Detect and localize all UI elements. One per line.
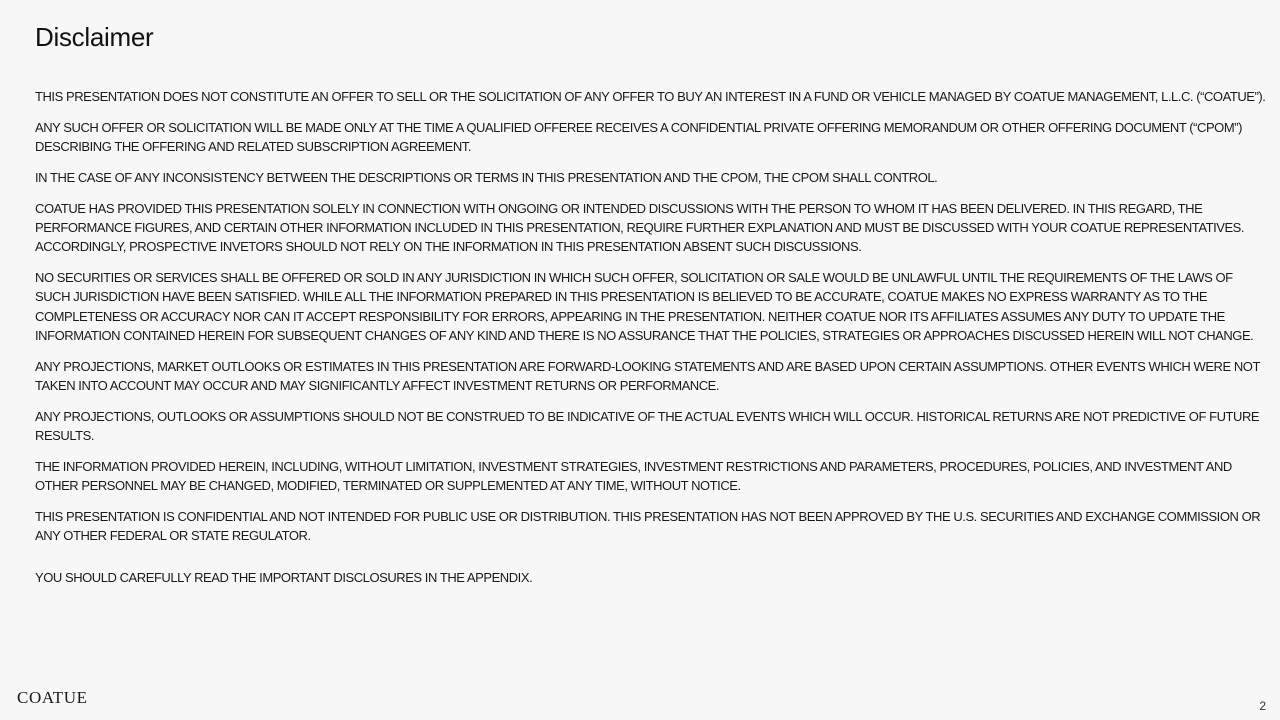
- disclaimer-body: [35, 87, 1267, 598]
- disclaimer-paragraph: IN THE CASE OF ANY INCONSISTENCY BETWEEN THE DESCRIPTIONS OR TERMS IN THIS PRESENTATION AND THE CPOM, THE CPOM SHALL CONTROL.: [35, 169, 938, 185]
- disclaimer-paragraph: ANY PROJECTIONS, OUTLOOKS OR ASSUMPTIONS SHOULD NOT BE CONSTRUED TO BE INDICATIVE OF THE ACTUAL EVENTS WHICH WILL OCCUR. HISTORICAL RETURNS ARE NOT PREDICTIVE OF FUTURE RESULTS.: [35, 408, 1260, 444]
- page-title: Disclaimer: [35, 22, 154, 52]
- page-number: 2: [1259, 699, 1266, 713]
- coatue-logo: COATUE: [17, 688, 88, 707]
- disclaimer-paragraph: COATUE HAS PROVIDED THIS PRESENTATION SOLELY IN CONNECTION WITH ONGOING OR INTENDED DISCUSSIONS WITH THE PERSON TO WHOM IT HAS BEEN DELIVERED. IN THIS REGARD, THE PERFORMANCE FIGURES, AND CERTAIN OTHER INFORMATION INCLUDED IN THIS PRESENTATION, REQUIRE FURTHER EXPLANATION AND MUST BE DISCUSSED WITH YOUR COATUE REPRESENTATIVES. ACCORDINGLY, PROSPECTIVE INVETORS SHOULD NOT RELY ON THE INFORMATION IN THIS PRESENTATION ABSENT SUCH DISCUSSIONS.: [35, 200, 1245, 255]
- disclaimer-paragraph: THIS PRESENTATION DOES NOT CONSTITUTE AN OFFER TO SELL OR THE SOLICITATION OF ANY OFFER TO BUY AN INTEREST IN A FUND OR VEHICLE MANAGED BY COATUE MANAGEMENT, L.L.C. (“COATUE”).: [35, 89, 1266, 104]
- disclaimer-paragraph: THE INFORMATION PROVIDED HEREIN, INCLUDING, WITHOUT LIMITATION, INVESTMENT STRATEGIES, INVESTMENT RESTRICTIONS AND PARAMETERS, PROCEDURES, POLICIES, AND INVESTMENT AND OTHER PERSONNEL MAY BE CHANGED, MODIFIED, TERMINATED OR SUPPLEMENTED AT ANY TIME, WITHOUT NOTICE.: [35, 458, 1232, 494]
- closing-note: YOU SHOULD CAREFULLY READ THE IMPORTANT DISCLOSURES IN THE APPENDIX.: [35, 569, 533, 585]
- disclaimer-paragraph: THIS PRESENTATION IS CONFIDENTIAL AND NOT INTENDED FOR PUBLIC USE OR DISTRIBUTION. THIS PRESENTATION HAS NOT BEEN APPROVED BY THE U.S. SECURITIES AND EXCHANGE COMMISSION OR ANY OTHER FEDERAL OR STATE REGULATOR.: [35, 509, 1261, 544]
- disclaimer-paragraph: ANY SUCH OFFER OR SOLICITATION WILL BE MADE ONLY AT THE TIME A QUALIFIED OFFEREE RECEIVES A CONFIDENTIAL PRIVATE OFFERING MEMORANDUM OR OTHER OFFERING DOCUMENT (“CPOM”) DESCRIBING THE OFFERING AND RELATED SUBSCRIPTION AGREEMENT.: [35, 119, 1242, 155]
- disclaimer-paragraph: ANY PROJECTIONS, MARKET OUTLOOKS OR ESTIMATES IN THIS PRESENTATION ARE FORWARD-LOOKING STATEMENTS AND ARE BASED UPON CERTAIN ASSUMPTIONS. OTHER EVENTS WHICH WERE NOT TAKEN INTO ACCOUNT MAY OCCUR AND MAY SIGNIFICANTLY AFFECT INVESTMENT RETURNS OR PERFORMANCE.: [35, 358, 1260, 394]
- disclaimer-paragraph: NO SECURITIES OR SERVICES SHALL BE OFFERED OR SOLD IN ANY JURISDICTION IN WHICH SUCH OFFER, SOLICITATION OR SALE WOULD BE UNLAWFUL UNTIL THE REQUIREMENTS OF THE LAWS OF SUCH JURISDICTION HAVE BEEN SATISFIED. WHILE ALL THE INFORMATION PREPARED IN THIS PRESENTATION IS BELIEVED TO BE ACCURATE, COATUE MAKES NO EXPRESS WARRANTY AS TO THE COMPLETENESS OR ACCURACY NOR CAN IT ACCEPT RESPONSIBILITY FOR ERRORS, APPEARING IN THE PRESENTATION. NEITHER COATUE NOR ITS AFFILIATES ASSUMES ANY DUTY TO UPDATE THE INFORMATION CONTAINED HEREIN FOR SUBSEQUENT CHANGES OF ANY KIND AND THERE IS NO ASSURANCE THAT THE POLICIES, STRATEGIES OR APPROACHES DISCUSSED HEREIN WILL NOT CHANGE.: [35, 270, 1254, 343]
